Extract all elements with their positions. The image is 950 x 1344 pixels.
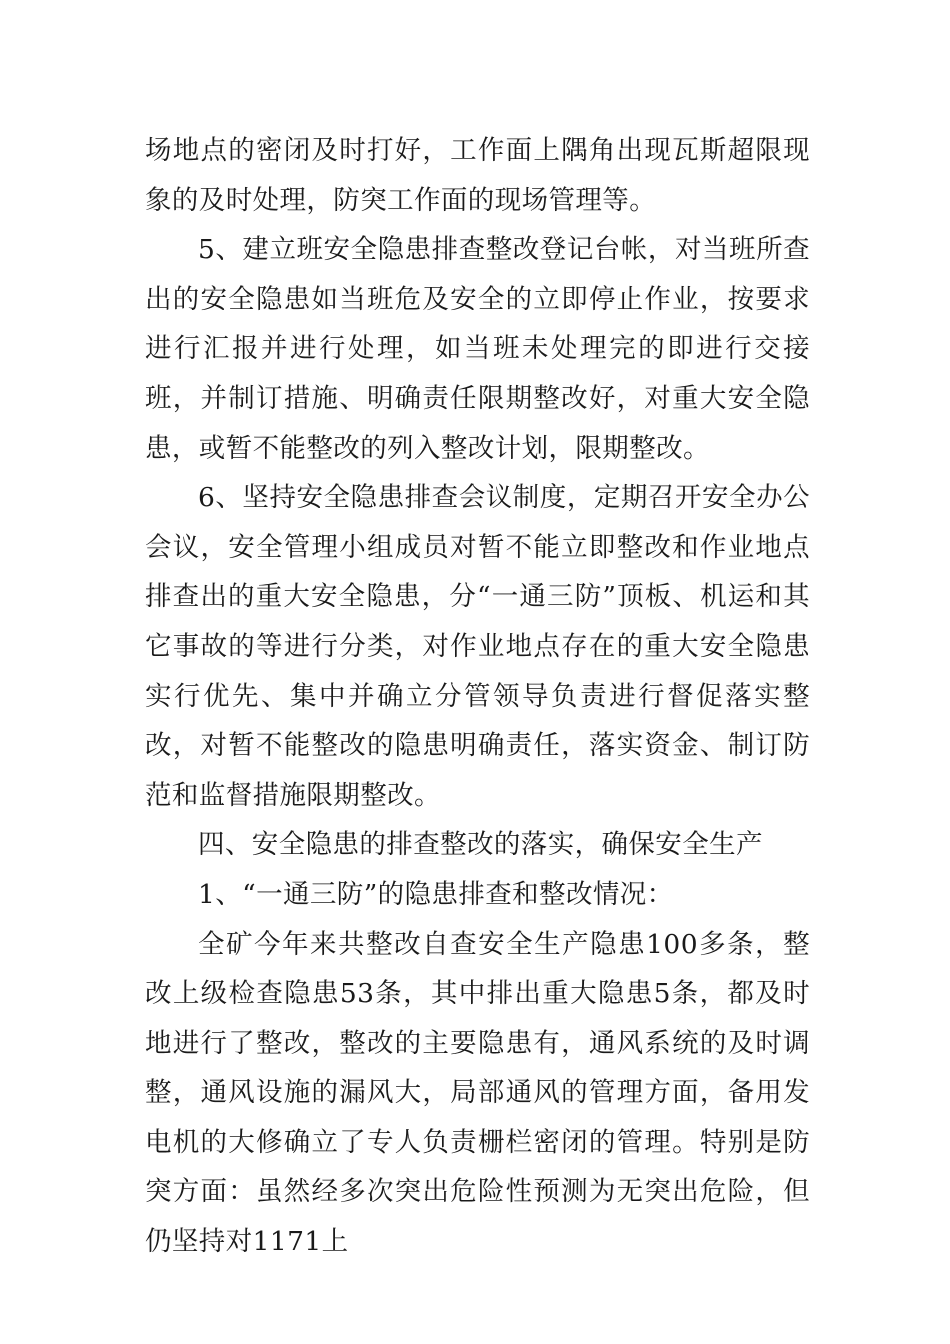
subsection-heading-1: 1、“一通三防”的隐患排查和整改情况： xyxy=(198,878,674,910)
section-heading-4: 四、安全隐患的排查整改的落实，确保安全生产 xyxy=(198,829,763,861)
paragraph-continuation: 场地点的密闭及时打好，工作面上隅角出现瓦斯超限现象的及时处理，防突工作面的现场管理等。 xyxy=(145,135,810,216)
document-page xyxy=(145,126,810,1267)
paragraph-summary: 全矿今年来共整改自查安全生产隐患100多条，整改上级检查隐患53条，其中排出重大隐患5条，都及时地进行了整改，整改的主要隐患有，通风系统的及时调整，通风设施的漏风大，局部通风的管理方面，备用发电机的大修确立了专人负责栅栏密闭的管理。特别是防突方面：虽然经多次突出危险性预测为无突出危险，但仍坚持对1171上 xyxy=(145,928,810,1258)
paragraph-item-6: 6、坚持安全隐患排查会议制度，定期召开安全办公会议，安全管理小组成员对暂不能立即整改和作业地点排查出的重大安全隐患，分“一通三防”顶板、机运和其它事故的等进行分类，对作业地点存在的重大安全隐患实行优先、集中并确立分管领导负责进行督促落实整改，对暂不能整改的隐患明确责任，落实资金、制订防范和监督措施限期整改。 xyxy=(145,482,810,811)
paragraph-item-5: 5、建立班安全隐患排查整改登记台帐，对当班所查出的安全隐患如当班危及安全的立即停止作业，按要求进行汇报并进行处理，如当班未处理完的即进行交接班，并制订措施、明确责任限期整改好，对重大安全隐患，或暂不能整改的列入整改计划，限期整改。 xyxy=(145,234,810,464)
